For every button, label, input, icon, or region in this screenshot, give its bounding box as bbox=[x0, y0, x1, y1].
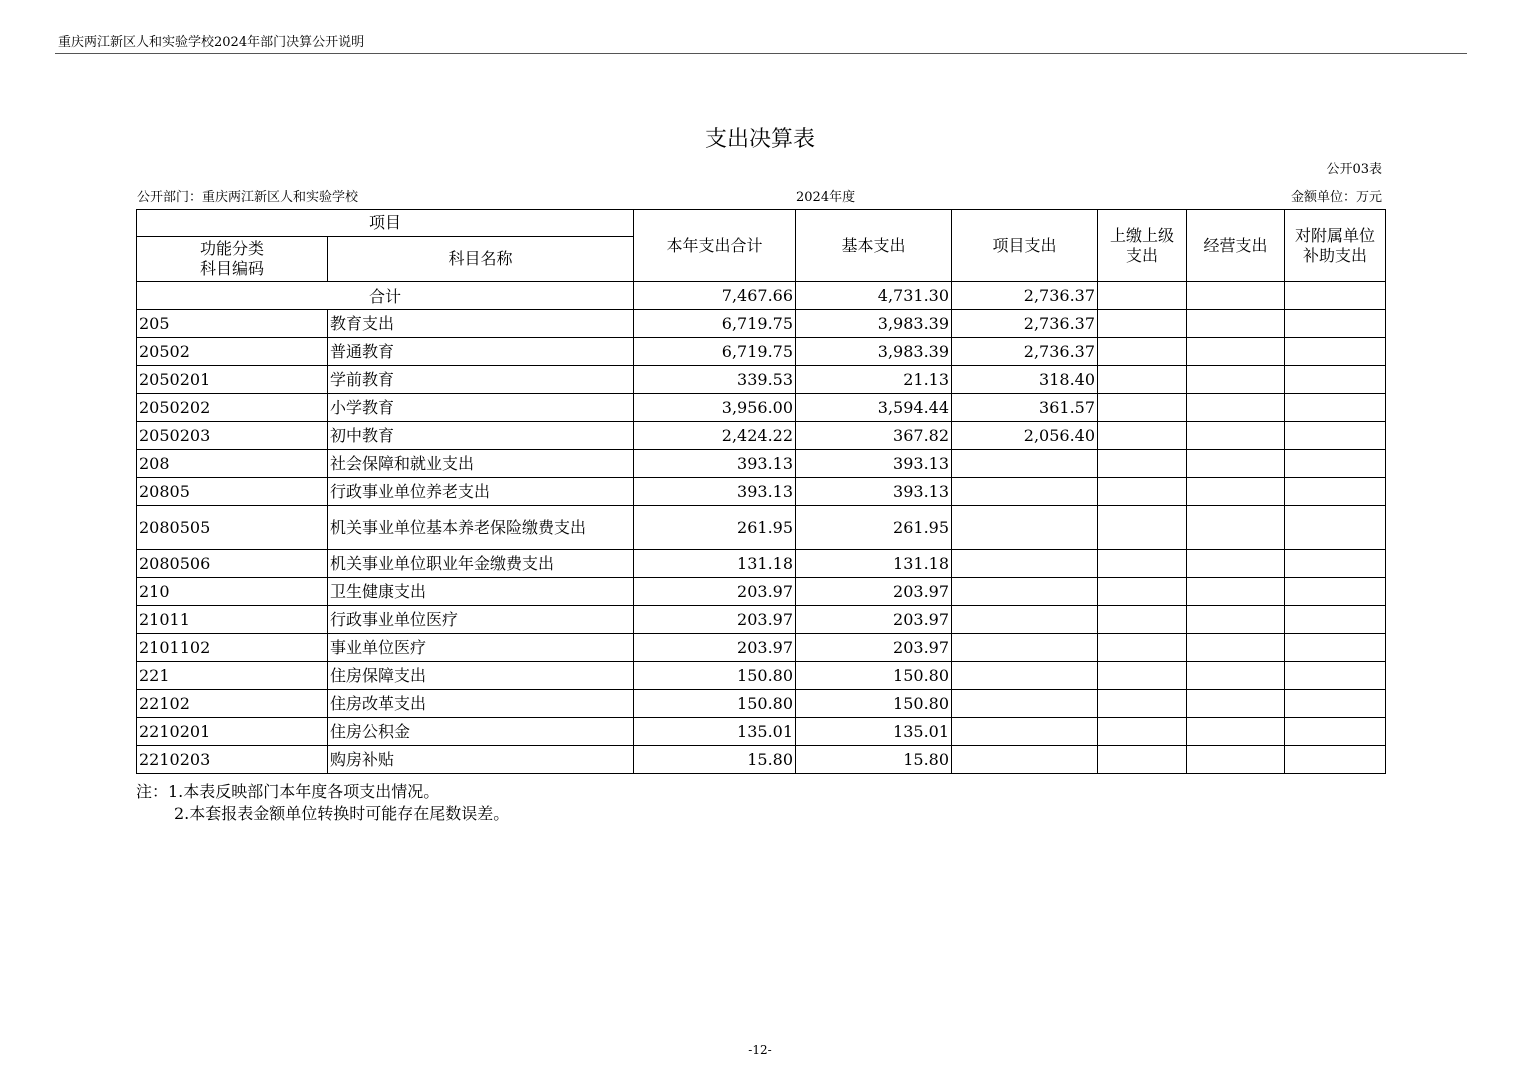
cell-subsidy bbox=[1285, 394, 1386, 422]
cell-total: 131.18 bbox=[634, 550, 796, 578]
cell-turnover bbox=[1098, 606, 1187, 634]
cell-turnover bbox=[1098, 634, 1187, 662]
cell-total: 15.80 bbox=[634, 746, 796, 774]
cell-business bbox=[1187, 478, 1285, 506]
cell-code: 2050202 bbox=[137, 394, 328, 422]
cell-turnover bbox=[1098, 662, 1187, 690]
cell-subsidy bbox=[1285, 606, 1386, 634]
cell-name: 行政事业单位养老支出 bbox=[328, 478, 634, 506]
header-basic: 基本支出 bbox=[796, 210, 952, 282]
expenditure-table bbox=[136, 209, 1386, 774]
cell-subsidy bbox=[1285, 450, 1386, 478]
department-label: 公开部门：重庆两江新区人和实验学校 bbox=[137, 190, 359, 205]
cell-code: 22102 bbox=[137, 690, 328, 718]
cell-total: 261.95 bbox=[634, 506, 796, 550]
unit-label: 金额单位：万元 bbox=[1290, 190, 1382, 205]
cell-code: 2050203 bbox=[137, 422, 328, 450]
total-turnover bbox=[1098, 282, 1187, 310]
cell-basic: 203.97 bbox=[796, 606, 952, 634]
cell-turnover bbox=[1098, 450, 1187, 478]
table-row bbox=[137, 506, 1386, 550]
cell-name: 事业单位医疗 bbox=[328, 634, 634, 662]
cell-business bbox=[1187, 578, 1285, 606]
cell-subsidy bbox=[1285, 634, 1386, 662]
header-subsidy: 对附属单位 补助支出 bbox=[1285, 210, 1386, 282]
notes bbox=[136, 781, 509, 825]
cell-turnover bbox=[1098, 718, 1187, 746]
cell-name: 机关事业单位职业年金缴费支出 bbox=[328, 550, 634, 578]
cell-business bbox=[1187, 450, 1285, 478]
cell-project bbox=[952, 606, 1098, 634]
header-subject-name: 科目名称 bbox=[328, 237, 634, 282]
table-row bbox=[137, 662, 1386, 690]
cell-total: 339.53 bbox=[634, 366, 796, 394]
cell-turnover bbox=[1098, 550, 1187, 578]
cell-business bbox=[1187, 662, 1285, 690]
cell-turnover bbox=[1098, 578, 1187, 606]
cell-project: 2,056.40 bbox=[952, 422, 1098, 450]
cell-basic: 393.13 bbox=[796, 450, 952, 478]
cell-project bbox=[952, 450, 1098, 478]
total-total: 7,467.66 bbox=[634, 282, 796, 310]
cell-basic: 3,594.44 bbox=[796, 394, 952, 422]
cell-subsidy bbox=[1285, 366, 1386, 394]
cell-subsidy bbox=[1285, 690, 1386, 718]
cell-basic: 3,983.39 bbox=[796, 338, 952, 366]
cell-basic: 203.97 bbox=[796, 578, 952, 606]
cell-name: 住房公积金 bbox=[328, 718, 634, 746]
cell-name: 教育支出 bbox=[328, 310, 634, 338]
cell-project bbox=[952, 662, 1098, 690]
page-number: -12- bbox=[748, 1043, 772, 1057]
note-line-2: 2.本套报表金额单位转换时可能存在尾数误差。 bbox=[174, 804, 510, 823]
cell-subsidy bbox=[1285, 338, 1386, 366]
header-divider bbox=[55, 53, 1467, 54]
year-label: 2024年度 bbox=[796, 190, 856, 205]
cell-business bbox=[1187, 506, 1285, 550]
cell-name: 卫生健康支出 bbox=[328, 578, 634, 606]
cell-subsidy bbox=[1285, 662, 1386, 690]
cell-code: 2210201 bbox=[137, 718, 328, 746]
cell-subsidy bbox=[1285, 718, 1386, 746]
cell-code: 21011 bbox=[137, 606, 328, 634]
cell-code: 205 bbox=[137, 310, 328, 338]
cell-total: 6,719.75 bbox=[634, 310, 796, 338]
total-label: 合计 bbox=[137, 282, 634, 310]
cell-subsidy bbox=[1285, 746, 1386, 774]
cell-basic: 150.80 bbox=[796, 690, 952, 718]
cell-business bbox=[1187, 746, 1285, 774]
cell-business bbox=[1187, 634, 1285, 662]
cell-project bbox=[952, 718, 1098, 746]
cell-business bbox=[1187, 690, 1285, 718]
cell-basic: 21.13 bbox=[796, 366, 952, 394]
total-subsidy bbox=[1285, 282, 1386, 310]
cell-basic: 393.13 bbox=[796, 478, 952, 506]
header-business: 经营支出 bbox=[1187, 210, 1285, 282]
cell-basic: 367.82 bbox=[796, 422, 952, 450]
cell-turnover bbox=[1098, 478, 1187, 506]
cell-subsidy bbox=[1285, 578, 1386, 606]
table-row bbox=[137, 422, 1386, 450]
cell-basic: 131.18 bbox=[796, 550, 952, 578]
document-header: 重庆两江新区人和实验学校2024年部门决算公开说明 bbox=[58, 35, 365, 50]
cell-business bbox=[1187, 422, 1285, 450]
report-title: 支出决算表 bbox=[704, 127, 815, 152]
cell-name: 行政事业单位医疗 bbox=[328, 606, 634, 634]
cell-business bbox=[1187, 310, 1285, 338]
cell-code: 2210203 bbox=[137, 746, 328, 774]
cell-code: 20805 bbox=[137, 478, 328, 506]
cell-business bbox=[1187, 366, 1285, 394]
cell-name: 购房补贴 bbox=[328, 746, 634, 774]
table-row bbox=[137, 478, 1386, 506]
cell-business bbox=[1187, 718, 1285, 746]
table-row bbox=[137, 718, 1386, 746]
header-total: 本年支出合计 bbox=[634, 210, 796, 282]
note-line-1: 注：1.本表反映部门本年度各项支出情况。 bbox=[136, 782, 440, 801]
cell-turnover bbox=[1098, 310, 1187, 338]
cell-total: 3,956.00 bbox=[634, 394, 796, 422]
table-row bbox=[137, 394, 1386, 422]
cell-total: 203.97 bbox=[634, 578, 796, 606]
total-project: 2,736.37 bbox=[952, 282, 1098, 310]
cell-name: 住房改革支出 bbox=[328, 690, 634, 718]
cell-total: 150.80 bbox=[634, 662, 796, 690]
table-row bbox=[137, 634, 1386, 662]
table-number: 公开03表 bbox=[1326, 162, 1382, 177]
cell-name: 机关事业单位基本养老保险缴费支出 bbox=[328, 506, 634, 550]
cell-name: 小学教育 bbox=[328, 394, 634, 422]
cell-code: 2080505 bbox=[137, 506, 328, 550]
table-row bbox=[137, 310, 1386, 338]
cell-project: 2,736.37 bbox=[952, 310, 1098, 338]
cell-basic: 135.01 bbox=[796, 718, 952, 746]
cell-total: 393.13 bbox=[634, 450, 796, 478]
cell-subsidy bbox=[1285, 506, 1386, 550]
cell-project: 318.40 bbox=[952, 366, 1098, 394]
table-row bbox=[137, 578, 1386, 606]
table-row bbox=[137, 366, 1386, 394]
total-business bbox=[1187, 282, 1285, 310]
total-basic: 4,731.30 bbox=[796, 282, 952, 310]
cell-name: 普通教育 bbox=[328, 338, 634, 366]
cell-total: 135.01 bbox=[634, 718, 796, 746]
cell-subsidy bbox=[1285, 310, 1386, 338]
table-row bbox=[137, 338, 1386, 366]
header-item: 项目 bbox=[137, 210, 634, 237]
cell-code: 2101102 bbox=[137, 634, 328, 662]
cell-subsidy bbox=[1285, 422, 1386, 450]
cell-total: 203.97 bbox=[634, 634, 796, 662]
table-row bbox=[137, 746, 1386, 774]
cell-business bbox=[1187, 338, 1285, 366]
cell-basic: 203.97 bbox=[796, 634, 952, 662]
cell-name: 初中教育 bbox=[328, 422, 634, 450]
cell-project bbox=[952, 550, 1098, 578]
cell-subsidy bbox=[1285, 478, 1386, 506]
cell-project bbox=[952, 506, 1098, 550]
cell-project: 361.57 bbox=[952, 394, 1098, 422]
cell-total: 203.97 bbox=[634, 606, 796, 634]
cell-business bbox=[1187, 394, 1285, 422]
cell-basic: 15.80 bbox=[796, 746, 952, 774]
cell-total: 6,719.75 bbox=[634, 338, 796, 366]
cell-code: 2050201 bbox=[137, 366, 328, 394]
cell-name: 学前教育 bbox=[328, 366, 634, 394]
cell-name: 社会保障和就业支出 bbox=[328, 450, 634, 478]
cell-code: 2080506 bbox=[137, 550, 328, 578]
table-row bbox=[137, 606, 1386, 634]
cell-project bbox=[952, 478, 1098, 506]
cell-code: 20502 bbox=[137, 338, 328, 366]
cell-total: 393.13 bbox=[634, 478, 796, 506]
cell-turnover bbox=[1098, 366, 1187, 394]
total-row bbox=[137, 282, 1386, 310]
cell-name: 住房保障支出 bbox=[328, 662, 634, 690]
cell-project bbox=[952, 746, 1098, 774]
cell-code: 221 bbox=[137, 662, 328, 690]
cell-turnover bbox=[1098, 422, 1187, 450]
header-project: 项目支出 bbox=[952, 210, 1098, 282]
cell-turnover bbox=[1098, 690, 1187, 718]
cell-business bbox=[1187, 606, 1285, 634]
cell-turnover bbox=[1098, 394, 1187, 422]
table-row bbox=[137, 550, 1386, 578]
cell-project: 2,736.37 bbox=[952, 338, 1098, 366]
cell-business bbox=[1187, 550, 1285, 578]
cell-total: 150.80 bbox=[634, 690, 796, 718]
cell-turnover bbox=[1098, 746, 1187, 774]
cell-total: 2,424.22 bbox=[634, 422, 796, 450]
header-func-code: 功能分类 科目编码 bbox=[137, 237, 328, 282]
cell-turnover bbox=[1098, 506, 1187, 550]
cell-basic: 150.80 bbox=[796, 662, 952, 690]
cell-basic: 3,983.39 bbox=[796, 310, 952, 338]
cell-turnover bbox=[1098, 338, 1187, 366]
header-turnover: 上缴上级 支出 bbox=[1098, 210, 1187, 282]
cell-subsidy bbox=[1285, 550, 1386, 578]
table-row bbox=[137, 690, 1386, 718]
cell-project bbox=[952, 634, 1098, 662]
cell-project bbox=[952, 578, 1098, 606]
cell-code: 208 bbox=[137, 450, 328, 478]
table-row bbox=[137, 450, 1386, 478]
cell-code: 210 bbox=[137, 578, 328, 606]
cell-basic: 261.95 bbox=[796, 506, 952, 550]
cell-project bbox=[952, 690, 1098, 718]
